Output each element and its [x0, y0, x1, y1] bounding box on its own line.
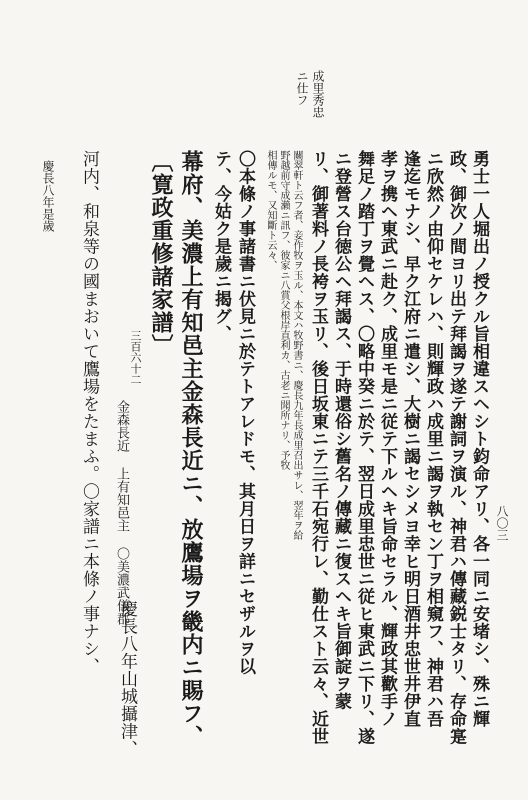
note-column-3: 相傳ルモ、又知斷ト云々、 — [265, 150, 276, 270]
citation-person: 金森長近 上有知邑主 〇美濃武儀郡 — [114, 400, 129, 625]
note-column-1: 關翠軒ト云フ者、妾作牧ヲ玉ル、本文ハ牧野書ニ、慶長九年長成里召出サレ、翌年ヲ給 — [291, 150, 302, 540]
marginal-gloss-2: ニ仕フ — [295, 70, 309, 106]
text-column-9: 〇本條ノ事諸書ニ伏見ニ於テトアレドモ、其月日ヲ詳ニセザルヲ以 — [235, 150, 255, 675]
text-column-5: 孝ヲ携ヘ東武ニ赴ク、成里モ是ニ従テ下ルヘキ旨命セラル、輝政其歡手ノ — [377, 150, 397, 728]
citation-date: 慶長八年山城攝津、 — [117, 600, 137, 758]
text-column-7: ニ登營ス台徳公ヘ拜謁ス、于時還俗シ舊名ノ傳藏ニ復スヘキ旨御諚ヲ蒙 — [331, 150, 351, 710]
text-column-2: 政、御次ノ間ヨリ出テ拜謁ヲ遂テ謝詞ヲ演ル、神君ハ傳藏鋭士タリ、存命寔 — [446, 150, 466, 745]
text-column-10: テ、今姑ク是歲ニ揭グ、 — [211, 150, 231, 343]
page-number: 八〇三 — [495, 505, 509, 541]
text-column-1: 勇士一人堀出ノ授クル旨相違スヘシト鈞命アリ、各一同ニ安堵シ、殊ニ輝 — [469, 150, 489, 728]
running-header: 慶長八年是歲 — [41, 160, 55, 232]
citation-volume: 三百六十二 — [129, 330, 142, 385]
entry-heading: 幕府、美濃上有知邑主金森長近ニ、放鷹場ヲ畿内ニ賜フ、 — [178, 150, 204, 748]
note-column-2: 野越前守成瀨ニ訊フ、彼家ニ八賞父根岸直利カ、古老ニ聞所ナリ、予牧 — [278, 150, 289, 470]
text-column-6: 舞足ノ踏丁ヲ覺ヘス、〇略中癸ニ於テ、翌日成里忠世ニ従ヒ東武ニ下リ、遂 — [354, 150, 374, 745]
text-column-8: リ、御著料ノ長袴ヲ玉リ、後日坂東ニテ三千石宛行レ、勤仕スト云々、近世 — [308, 150, 328, 745]
text-column-11: 河内、和泉等の國まおいて鷹場をたまふ。〇家譜ニ本條ノ事ナシ、 — [79, 150, 99, 675]
text-column-4: 逢迄モナシ、早ク江府ニ遣シ、大樹ニ謁セシメヨ幸ヒ明日酒井忠世井伊直 — [400, 150, 420, 728]
marginal-gloss-1: 成里秀忠 — [311, 70, 325, 118]
text-column-3: ニ欣然ノ由仰セケレハ、則輝政ハ成里ニ謁ヲ執セン丁ヲ相窺フ、神君ハ吾 — [423, 150, 443, 728]
source-citation: 〔寛政重修諸家譜〕 — [148, 150, 174, 357]
